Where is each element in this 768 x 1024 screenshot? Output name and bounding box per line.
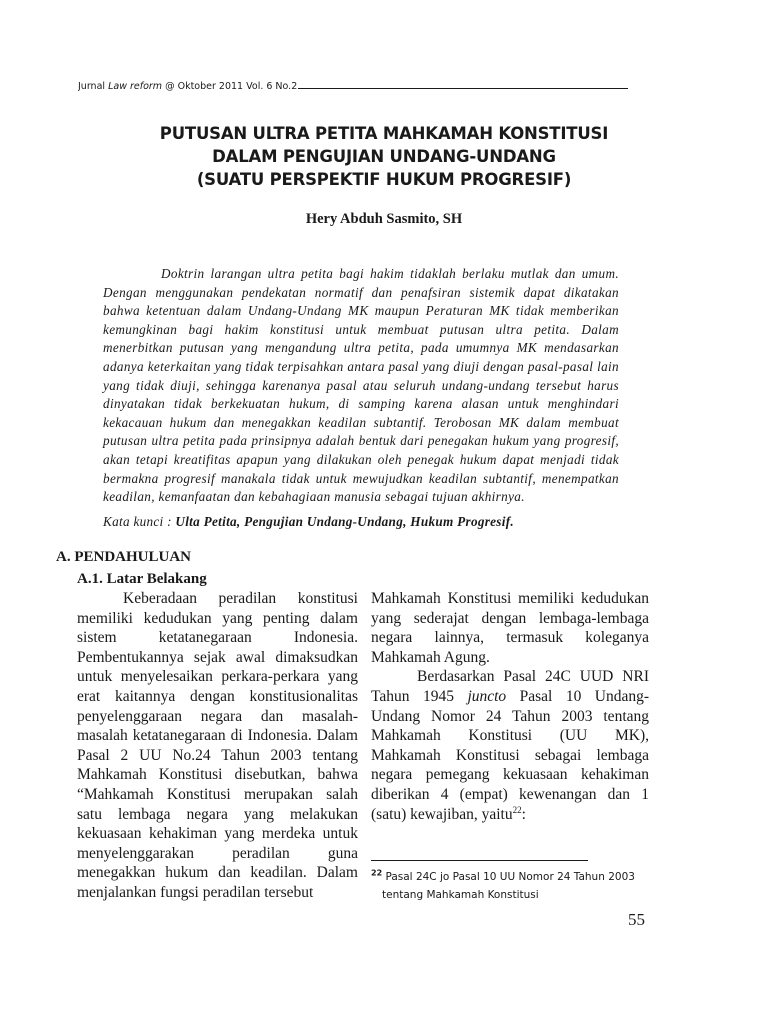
footnote-text-line-2: tentang Mahkamah Konstitusi bbox=[382, 889, 539, 901]
article-title bbox=[0, 122, 768, 191]
text-run: Pasal 10 Undang-Undang Nomor 24 Tahun 2003 tentang Mahkamah Konstitusi (UU MK), Mahkamah Konstitusi sebagai lembaga negara pemegang kekuasaan kehakiman diberikan 4 (empat) kewenangan dan 1 (satu) kewajiban, yaitu bbox=[371, 687, 650, 823]
journal-name: Law reform bbox=[108, 81, 163, 92]
section-heading: A. PENDAHULUAN bbox=[56, 549, 191, 565]
keywords bbox=[103, 514, 663, 530]
text-run: : bbox=[521, 805, 526, 823]
author-name: Hery Abduh Sasmito, SH bbox=[305, 211, 463, 227]
footnote-text-line-1: Pasal 24C jo Pasal 10 UU Nomor 24 Tahun 2003 bbox=[385, 871, 635, 883]
journal-prefix: Jurnal bbox=[78, 81, 109, 92]
journal-issue: @ Oktober 2011 Vol. 6 No.2 bbox=[162, 81, 298, 92]
title-line-2: DALAM PENGUJIAN UNDANG-UNDANG bbox=[212, 147, 556, 166]
title-line-3: (SUATU PERSPEKTIF HUKUM PROGRESIF) bbox=[196, 170, 572, 189]
footnote bbox=[371, 868, 661, 904]
page-number: 55 bbox=[628, 910, 645, 929]
keywords-label: Kata kunci : bbox=[103, 514, 176, 529]
body-paragraph: Mahkamah Konstitusi memiliki kedudukan yang sederajat dengan lembaga-lembaga negara lainnya, termasuk koleganya Mahkamah Agung. bbox=[371, 590, 649, 666]
footnote-reference[interactable]: 22 bbox=[512, 804, 522, 815]
title-line-1: PUTUSAN ULTRA PETITA MAHKAMAH KONSTITUSI bbox=[159, 124, 609, 143]
text-run: Berdasarkan Pasal 24C UUD NRI Tahun 1945 bbox=[371, 668, 649, 705]
abstract: Doktrin larangan ultra petita bagi hakim tidaklah berlaku mutlak dan umum. Dengan menggunakan pendekatan normatif dan penafsiran sistemik dapat dikatakan bahwa ketentuan dalam Undang-Undang MK maupun Peraturan MK tidak memberikan kemungkinan bagi hakim konstitusi untuk membuat putusan ultra petita. Dalam menerbitkan putusan yang mengandung ultra petita, pada umumnya MK mendasarkan adanya keterkaitan yang tidak terpisahkan antara pasal yang diuji dengan pasal-pasal lain yang tidak diuji, sehingga karenanya pasal atau seluruh undang-undang tersebut harus dinyatakan tidak berkekuatan hukum, di samping karena alasan untuk menghindari kekacauan hukum dan menegakkan keadilan subtantif. Terobosan MK dalam membuat putusan ultra petita pada prinsipnya adalah bentuk dari penegakan hukum yang progresif, akan tetapi kreatifitas apapun yang dilakukan oleh penegak hukum dapat menjadi tidak bermakna progresif manakala tidak untuk mewujudkan keadilan subtantif, menempatkan keadilan, kemanfaatan dan kebahagiaan manusia sebagai tujuan akhirnya. bbox=[103, 266, 619, 505]
body-column-left bbox=[77, 589, 358, 903]
running-header bbox=[78, 81, 643, 92]
subsection-heading: A.1. Latar Belakang bbox=[77, 571, 207, 587]
italic-term: juncto bbox=[467, 687, 507, 705]
footnote-divider bbox=[371, 860, 588, 861]
body-paragraph bbox=[371, 667, 649, 824]
footnote-mark: 22 bbox=[371, 868, 383, 878]
body-paragraph: Keberadaan peradilan konstitusi memiliki kedudukan yang penting dalam sistem ketatanegaraan Indonesia. Pembentukannya sejak awal dimaksudkan untuk menyelesaikan perkara-perkara yang erat kaitannya dengan konstitusionalitas penyelenggaraan negara dan masalah-masalah ketatanegaraan di Indonesia. Dalam Pasal 2 UU No.24 Tahun 2003 tentang Mahkamah Konstitusi disebutkan, bahwa “Mahkamah Konstitusi merupakan salah satu lembaga negara yang melakukan kekuasaan kehakiman yang merdeka untuk menyelenggarakan peradilan guna menegakkan hukum dan keadilan. Dalam menjalankan fungsi peradilan tersebut bbox=[77, 590, 358, 901]
header-rule bbox=[298, 88, 628, 89]
keywords-terms: Ulta Petita, Pengujian Undang-Undang, Hukum Progresif. bbox=[175, 514, 514, 529]
body-column-right bbox=[371, 589, 649, 824]
